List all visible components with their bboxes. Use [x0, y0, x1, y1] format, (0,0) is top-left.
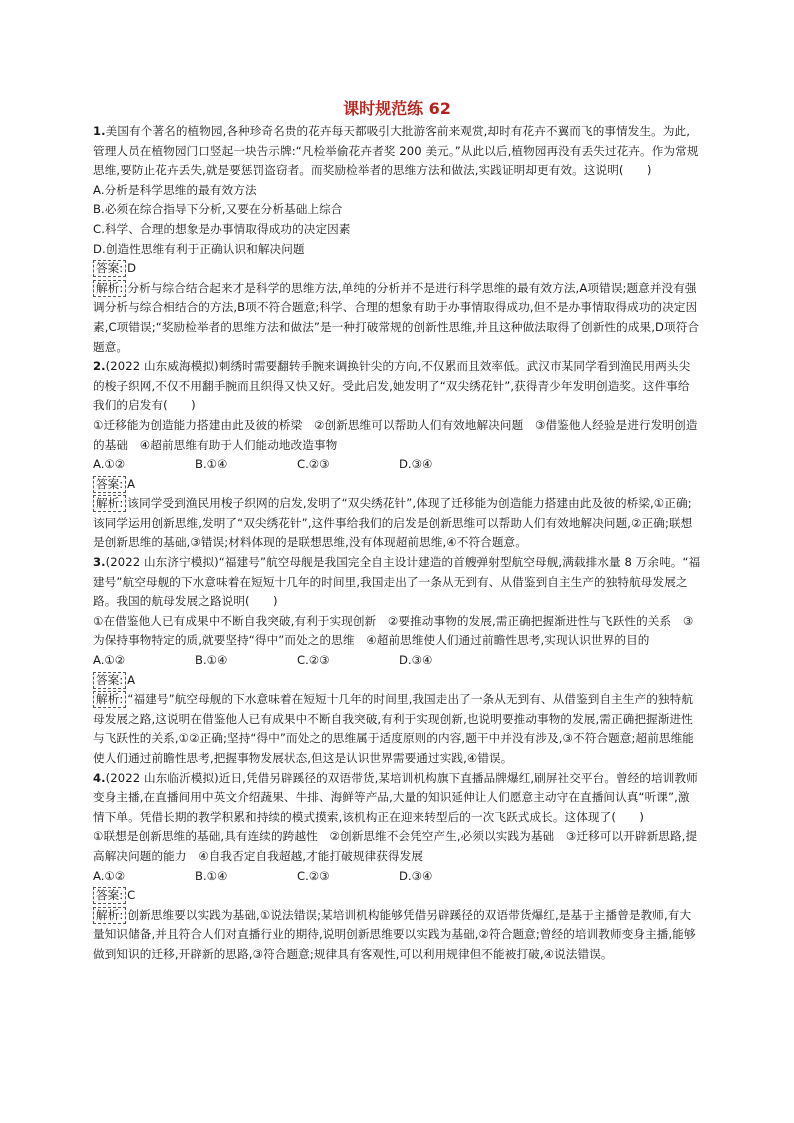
- analysis-tag: 解析:: [93, 495, 126, 512]
- answer-line: [93, 671, 701, 691]
- option-d: D.③④: [399, 653, 433, 668]
- question-3: [93, 553, 701, 769]
- analysis-block: [93, 279, 701, 357]
- answer-value: A: [127, 476, 136, 491]
- analysis-tag: 解析:: [93, 280, 126, 297]
- option-d: D.③④: [399, 868, 433, 883]
- option-c: C.②③: [297, 868, 330, 883]
- option-d: D.③④: [399, 457, 433, 472]
- answer-tag: 答案:: [93, 260, 126, 277]
- option-c: C.②③: [297, 457, 330, 472]
- answer-value: D: [127, 261, 137, 276]
- option-a: A.①②: [93, 653, 126, 668]
- option-row: [93, 867, 701, 887]
- answer-tag: 答案:: [93, 476, 126, 493]
- exercise-page: [93, 98, 701, 965]
- answer-tag: 答案:: [93, 887, 126, 904]
- question-stem: 1.美国有个著名的植物园,各种珍奇名贵的花卉每天都吸引大批游客前来观赏,却时有花卉不翼而飞的事情发生。为此,管理人员在植物园门口竖起一块告示牌:“凡检举偷花卉者奖 200 美元。”从此以后,植物园再没有丢失过花卉。作为常规思维,要防止花卉丢失,就是要惩罚盗窃者。而奖励检举者的思维方法和做法,实践证明却更有效。这说明( ): [93, 124, 699, 178]
- option-a: A.分析是科学思维的最有效方法: [93, 182, 257, 197]
- answer-value: C: [127, 888, 136, 903]
- analysis-block: [93, 690, 701, 768]
- analysis-text: “福建号”航空母舰的下水意味着在短短十几年的时间里,我国走出了一条从无到有、从借鉴到自主生产的独特航母发展之路,这说明在借鉴他人已有成果中不断自我突破,有利于实现创新,也说明要推动事物的发展,需正确把握渐进性与飞跃性的关系,①②正确;坚持“得中”而处之的思维属于适度原则的内容,题干中并没有涉及,③不符合题意;超前思维能使人们通过前瞻性思考,把握事物发展状态,但这是认识世界需要通过实践,④错误。: [93, 692, 694, 765]
- option-b: B.①④: [195, 653, 228, 668]
- option-b: B.①④: [195, 868, 228, 883]
- statement-list: ①联想是创新思维的基础,具有连续的跨越性 ②创新思维不会凭空产生,必须以实践为基础 ③迁移可以开辟新思路,提高解决问题的能力 ④自我否定自我超越,才能打破规律获得发展: [93, 829, 698, 863]
- option-a: A.①②: [93, 868, 126, 883]
- answer-line: [93, 886, 701, 906]
- analysis-text: 分析与综合结合起来才是科学的思维方法,单纯的分析并不是进行科学思维的最有效方法,A项错误;题意并没有强调分析与综合相结合的方法,B项不符合题意;科学、合理的想象有助于办事情取得成功,但不是办事情取得成功的决定因素,C项错误;“奖励检举者的思维方法和做法”是一种打破常规的创新性思维,并且这种做法取得了创新性的成果,D项符合题意。: [93, 280, 700, 354]
- question-4: [93, 769, 701, 965]
- option-c: C.科学、合理的想象是办事情取得成功的决定因素: [93, 221, 351, 236]
- answer-tag: 答案:: [93, 672, 126, 689]
- answer-line: [93, 475, 701, 495]
- analysis-block: [93, 906, 701, 965]
- answer-value: A: [127, 672, 136, 687]
- page-title: 课时规范练 62: [343, 99, 451, 118]
- analysis-text: 创新思维要以实践为基础,①说法错误;某培训机构能够凭借另辟蹊径的双语带货爆红,是基于主播曾是教师,有大量知识储备,并且符合人们对直播行业的期待,说明创新思维要以实践为基础,②符合题意;曾经的培训教师变身主播,能够做到知识的迁移,开辟新的思路,③符合题意;规律具有客观性,可以利用规律但不能被打破,④说法错误。: [93, 907, 696, 961]
- option-b: B.①④: [195, 457, 228, 472]
- option-c: C.②③: [297, 653, 330, 668]
- analysis-tag: 解析:: [93, 691, 126, 708]
- option-b: B.必须在综合指导下分析,又要在分析基础上综合: [93, 202, 343, 217]
- option-a: A.①②: [93, 457, 126, 472]
- question-stem: 4.(2022 山东临沂模拟)近日,凭借另辟蹊径的双语带货,某培训机构旗下直播品牌爆红,刷屏社交平台。曾经的培训教师变身主播,在直播间用中英文介绍蔬果、牛排、海鲜等产品,大量的知识延伸让人们愿意主动守在直播间认真“听课”,激情下单。凭借长期的教学积累和持续的模式摸索,该机构正在迎来转型后的一次飞跃式成长。这体现了( ): [93, 770, 698, 824]
- question-1: [93, 122, 701, 357]
- question-stem: 2.(2022 山东威海模拟)刺绣时需要翻转手腕来调换针尖的方向,不仅累而且效率低。武汉市某同学看到渔民用两头尖的梭子织网,不仅不用翻手腕而且织得又快又好。受此启发,她发明了“双尖绣花针”,获得青少年发明创造奖。这件事给我们的启发有( ): [93, 359, 691, 413]
- option-row: [93, 455, 701, 475]
- statement-list: ①迁移能为创造能力搭建由此及彼的桥梁 ②创新思维可以帮助人们有效地解决问题 ③借鉴他人经验是进行发明创造的基础 ④超前思维有助于人们能动地改造事物: [93, 417, 698, 452]
- analysis-block: [93, 494, 701, 553]
- statement-list: ①在借鉴他人已有成果中不断自我突破,有利于实现创新 ②要推动事物的发展,需正确把握渐进性与飞跃性的关系 ③为保持事物特定的质,就要坚持“得中”而处之的思维 ④超前思维使人们通过前瞻性思考,实现认识世界的目的: [93, 613, 694, 648]
- option-d: D.创造性思维有利于正确认识和解决问题: [93, 241, 305, 256]
- question-stem: 3.(2022 山东济宁模拟)“福建号”航空母舰是我国完全自主设计建造的首艘弹射型航空母舰,满载排水量 8 万余吨。“福建号”航空母舰的下水意味着在短短十几年的时间里,我国走出了一条从无到有、从借鉴到自主生产的独特航母发展之路。我国的航母发展之路说明( ): [93, 555, 701, 609]
- option-row: [93, 651, 701, 671]
- question-2: [93, 357, 701, 553]
- answer-line: [93, 259, 701, 279]
- analysis-text: 该同学受到渔民用梭子织网的启发,发明了“双尖绣花针”,体现了迁移能为创造能力搭建由此及彼的桥梁,①正确;该同学运用创新思维,发明了“双尖绣花针”,这件事给我们的启发是创新思维可以帮助人们有效地解决问题,②正确;联想是创新思维的基础,③错误;材料体现的是联想思维,没有体现超前思维,④不符合题意。: [93, 496, 693, 550]
- analysis-tag: 解析:: [93, 907, 126, 924]
